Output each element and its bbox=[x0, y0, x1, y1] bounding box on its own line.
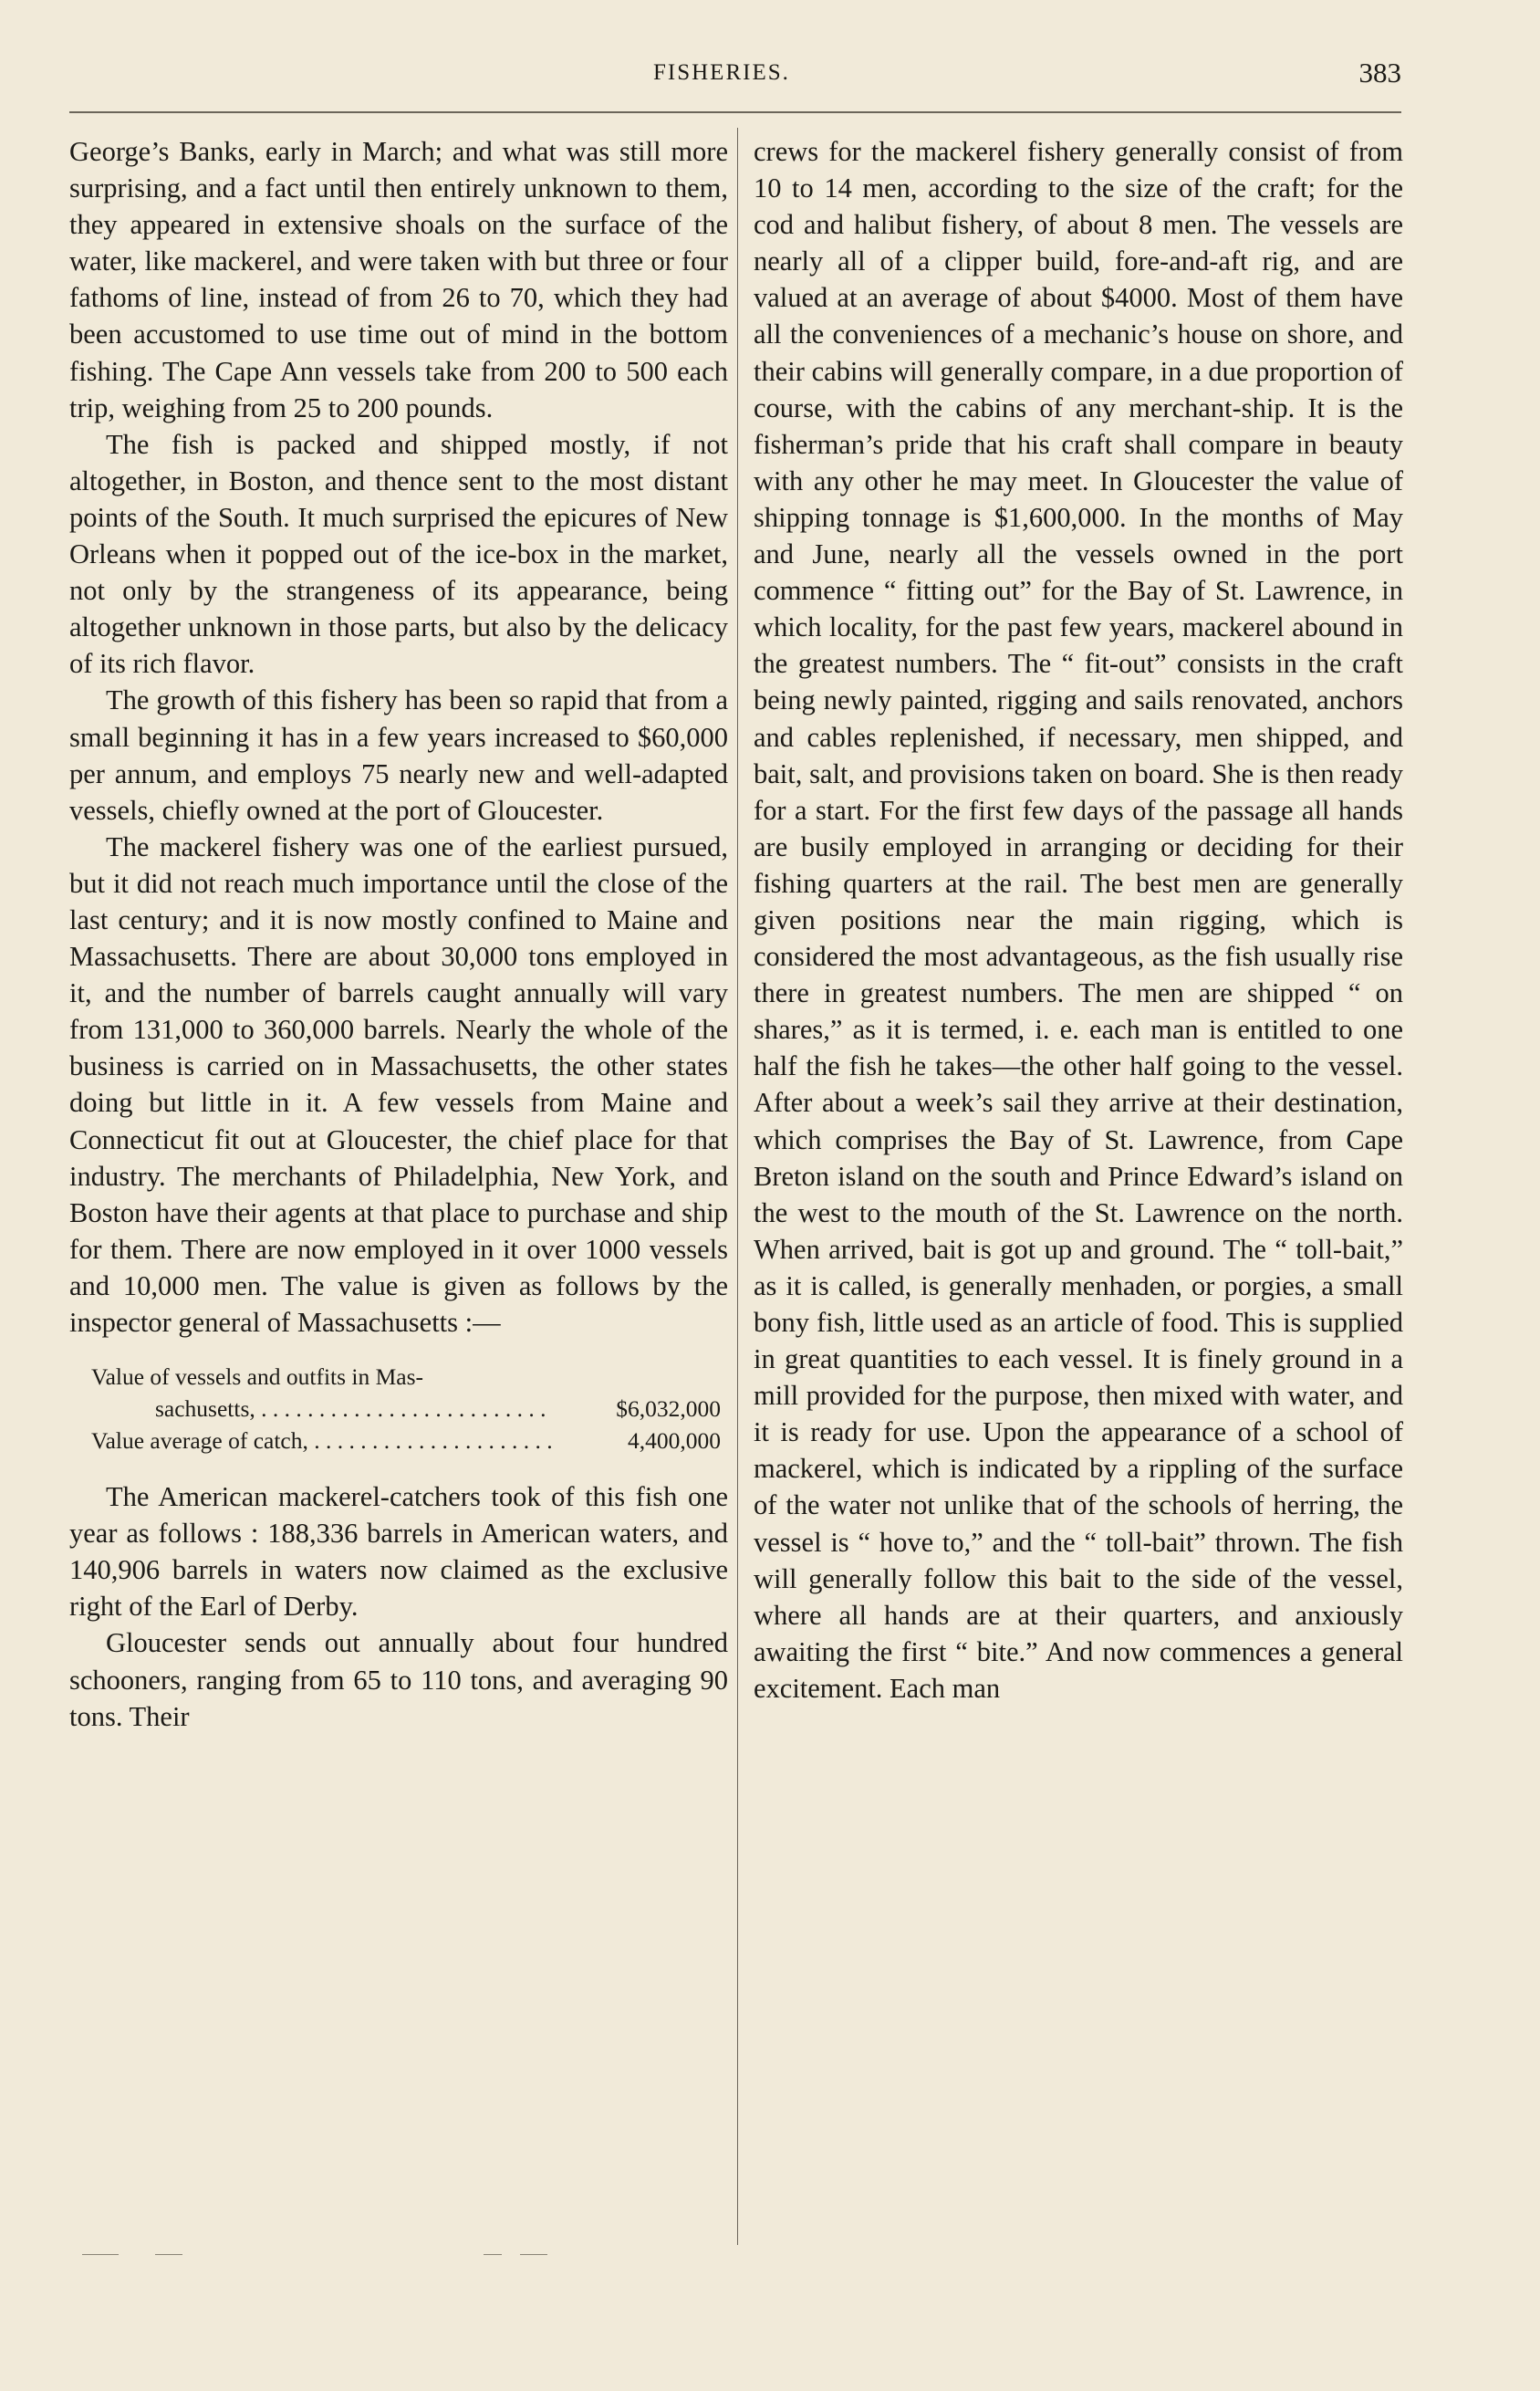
table-row bbox=[91, 1361, 721, 1393]
right-column bbox=[754, 133, 1403, 1707]
table-label: Value of vessels and outfits in Mas- bbox=[91, 1363, 424, 1391]
paragraph: crews for the mackerel fishery generally consist of from 10 to 14 men, according to the size of the craft; for the cod and halibut fishery, of about 8 men. The vessels are nearly all of a clipper build, fore-and-aft rig, and are valued at an average of about $4000. Most of them have all the conveniences of a mechanic’s house on shore, and their cabins will generally compare, in a due proportion of course, with the cabins of any merchant-ship. It is the fisherman’s pride that his craft shall compare in beauty with any other he may meet. In Gloucester the value of shipping tonnage is $1,600,000. In the months of May and June, nearly all the vessels owned in the port commence “ fitting out” for the Bay of St. Lawrence, in which locality, for the past few years, mackerel abound in the greatest numbers. The “ fit-out” consists in the craft being newly painted, rigging and sails renovated, anchors and cables replenished, if necessary, men shipped, and bait, salt, and provisions taken on board. She is then ready for a start. For the first few days of the passage all hands are busily employed in arranging or deciding for their fishing quarters at the rail. The best men are generally given positions near the main rigging, which is considered the most advantageous, as the fish usually rise there in greatest numbers. The men are shipped “ on shares,” as it is termed, i. e. each man is entitled to one half the fish he takes—the other half going to the vessel. After about a week’s sail they arrive at their destination, which comprises the Bay of St. Lawrence, from Cape Breton island on the south and Prince Edward’s island on the west to the mouth of the St. Lawrence on the north. When arrived, bait is got up and ground. The “ toll-bait,” as it is called, is generally menhaden, or porgies, a small bony fish, little used as an article of food. This is supplied in great quantities to each vessel. It is finely ground in a mill provided for the purpose, then mixed with water, and it is ready for use. Upon the appearance of a school of mackerel, which is indicated by a rippling of the surface of the water not unlike that of the schools of herring, the vessel is “ hove to,” and the “ toll-bait” thrown. The fish will generally follow this bait to the side of the vessel, where all hands are at their quarters, and anxiously awaiting the first “ bite.” And now commences a general excitement. Each man bbox=[754, 136, 1403, 1704]
paragraph: The mackerel fishery was one of the earliest pursued, but it did not reach much importance until the close of the last century; and it is now mostly confined to Maine and Massachusetts. There are about 30,000 tons employed in it, and the number of barrels caught annually will vary from 131,000 to 360,000 barrels. Nearly the whole of the business is carried on in Massachusetts, the other states doing but little in it. A few vessels from Maine and Connecticut fit out at Gloucester, the chief place for that industry. The merchants of Philadelphia, New York, and Boston have their agents at that place to purchase and ship for them. There are now employed in it over 1000 vessels and 10,000 men. The value is given as follows by the inspector general of Massachusetts :— bbox=[69, 830, 728, 1338]
table-label: sachusetts, . . . bbox=[91, 1393, 551, 1425]
paragraph: The fish is packed and shipped mostly, if not altogether, in Boston, and thence sent to the most distant points of the South. It much surprised the epicures of New Orleans when it popped out of the ice-box in the market, not only by the strangeness of its appearance, being altogether unknown in those parts, but also by the delicacy of its rich flavor. bbox=[69, 428, 728, 680]
table-value: 4,400,000 bbox=[628, 1427, 721, 1455]
table-label: Value average of catch, . . . bbox=[91, 1425, 551, 1457]
value-table bbox=[91, 1361, 721, 1457]
header-rule bbox=[69, 111, 1401, 113]
column-divider bbox=[737, 128, 738, 2245]
left-column bbox=[69, 133, 728, 1735]
page-number: 383 bbox=[1358, 57, 1401, 89]
paragraph: George’s Banks, early in March; and what was still more surprising, and a fact until then entirely unknown to them, they appeared in extensive shoals on the surface of the water, like mackerel, and were taken with but three or four fathoms of line, instead of from 26 to 70, which they had been accustomed to use time out of mind in the bottom fishing. The Cape Ann vessels take from 200 to 500 each trip, weighing from 25 to 200 pounds. bbox=[69, 136, 728, 423]
footer-marks bbox=[82, 2254, 630, 2263]
page-header bbox=[69, 57, 1401, 102]
paragraph: The growth of this fishery has been so rapid that from a small beginning it has in a few years increased to $60,000 per annum, and employs 75 nearly new and well-adapted vessels, chiefly owned at the port of Gloucester. bbox=[69, 684, 728, 826]
table-value: $6,032,000 bbox=[616, 1395, 721, 1423]
paragraph: The American mackerel-catchers took of this fish one year as follows : 188,336 barrels in American waters, and 140,906 barrels in waters now claimed as the exclusive right of the Earl of Derby. bbox=[69, 1481, 728, 1623]
table-row bbox=[91, 1393, 721, 1425]
table-row bbox=[91, 1425, 721, 1457]
paragraph: Gloucester sends out annually about four hundred schooners, ranging from 65 to 110 tons, and averaging 90 tons. Their bbox=[69, 1627, 728, 1732]
running-head: FISHERIES. bbox=[653, 60, 790, 85]
